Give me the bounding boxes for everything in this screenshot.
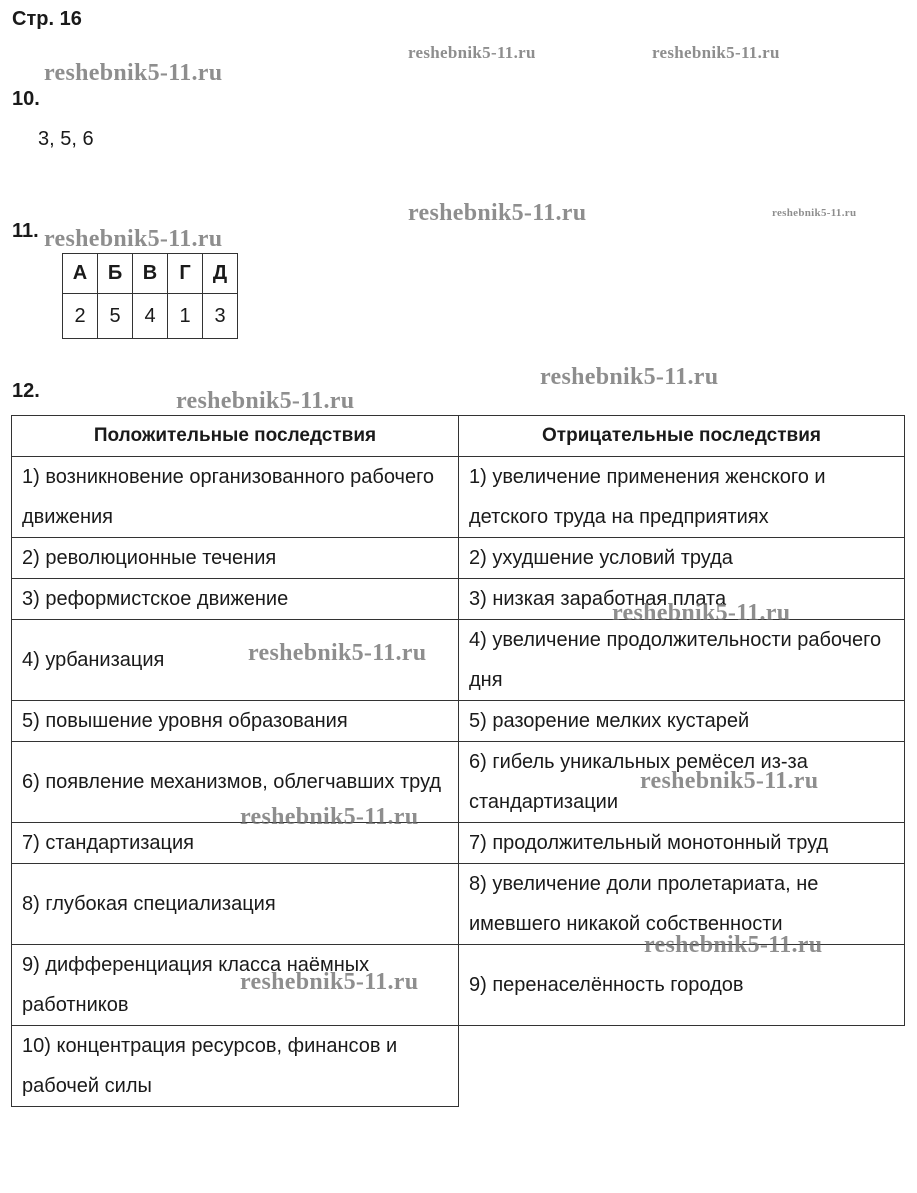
watermark: reshebnik5-11.ru — [44, 226, 223, 252]
table-row — [12, 1026, 905, 1107]
negative-consequence: 2) ухудшение условий труда — [459, 538, 905, 579]
task-11-header-cell: А — [63, 254, 98, 294]
watermark: reshebnik5-11.ru — [408, 43, 536, 62]
positive-consequence: 9) дифференциация класса наёмных работников — [12, 945, 459, 1026]
task-10-number: 10. — [12, 88, 40, 110]
table-row — [12, 864, 905, 945]
table-row — [12, 579, 905, 620]
negative-consequence: 8) увеличение доли пролетариата, не имевшего никакой собственности — [459, 864, 905, 945]
positive-consequence: 10) концентрация ресурсов, финансов и рабочей силы — [12, 1026, 459, 1107]
task-11-header-cell: Б — [98, 254, 133, 294]
task-11-value-cell: 4 — [133, 294, 168, 339]
watermark: reshebnik5-11.ru — [640, 768, 819, 794]
watermark: reshebnik5-11.ru — [540, 364, 719, 390]
task-11-table — [62, 253, 238, 339]
task-11-value-cell: 3 — [203, 294, 238, 339]
watermark: reshebnik5-11.ru — [772, 207, 857, 219]
watermark: reshebnik5-11.ru — [240, 969, 419, 995]
column-header-positive: Положительные последствия — [12, 416, 459, 457]
watermark: reshebnik5-11.ru — [612, 600, 791, 626]
negative-consequence: 5) разорение мелких кустарей — [459, 701, 905, 742]
negative-consequence: 6) гибель уникальных ремёсел из-за стандартизации — [459, 742, 905, 823]
page-label: Стр. 16 — [12, 8, 82, 30]
positive-consequence: 3) реформистское движение — [12, 579, 459, 620]
negative-consequence: 7) продолжительный монотонный труд — [459, 823, 905, 864]
positive-consequence: 4) урбанизация — [12, 620, 459, 701]
watermark: reshebnik5-11.ru — [652, 43, 780, 62]
watermark: reshebnik5-11.ru — [408, 200, 587, 226]
positive-consequence: 5) повышение уровня образования — [12, 701, 459, 742]
negative-consequence: 4) увеличение продолжительности рабочего дня — [459, 620, 905, 701]
positive-consequence: 8) глубокая специализация — [12, 864, 459, 945]
task-11-value-cell: 5 — [98, 294, 133, 339]
task-11-header-cell: Д — [203, 254, 238, 294]
positive-consequence: 2) революционные течения — [12, 538, 459, 579]
watermark: reshebnik5-11.ru — [44, 60, 223, 86]
negative-consequence — [459, 1026, 905, 1107]
watermark: reshebnik5-11.ru — [176, 388, 355, 414]
table-row — [12, 701, 905, 742]
positive-consequence: 7) стандартизация — [12, 823, 459, 864]
negative-consequence: 9) перенаселённость городов — [459, 945, 905, 1026]
task-11-header-cell: В — [133, 254, 168, 294]
task-11-header-cell: Г — [168, 254, 203, 294]
task-12-header-row — [12, 416, 905, 457]
watermark: reshebnik5-11.ru — [240, 804, 419, 830]
task-11-header-row — [63, 254, 238, 294]
task-11-number: 11. — [12, 220, 39, 242]
table-row — [12, 742, 905, 823]
table-row — [12, 538, 905, 579]
column-header-negative: Отрицательные последствия — [459, 416, 905, 457]
table-row — [12, 945, 905, 1026]
negative-consequence: 3) низкая заработная плата — [459, 579, 905, 620]
table-row — [12, 620, 905, 701]
positive-consequence: 6) появление механизмов, облегчавших труд — [12, 742, 459, 823]
task-11-value-row — [63, 294, 238, 339]
watermark: reshebnik5-11.ru — [248, 640, 427, 666]
task-11-value-cell: 1 — [168, 294, 203, 339]
watermark: reshebnik5-11.ru — [644, 932, 823, 958]
table-row — [12, 457, 905, 538]
task-11-value-cell: 2 — [63, 294, 98, 339]
table-row — [12, 823, 905, 864]
negative-consequence: 1) увеличение применения женского и детского труда на предприятиях — [459, 457, 905, 538]
positive-consequence: 1) возникновение организованного рабочего движения — [12, 457, 459, 538]
task-12-number: 12. — [12, 380, 40, 402]
task-10-answer: 3, 5, 6 — [38, 128, 94, 150]
task-12-table — [11, 415, 905, 1107]
